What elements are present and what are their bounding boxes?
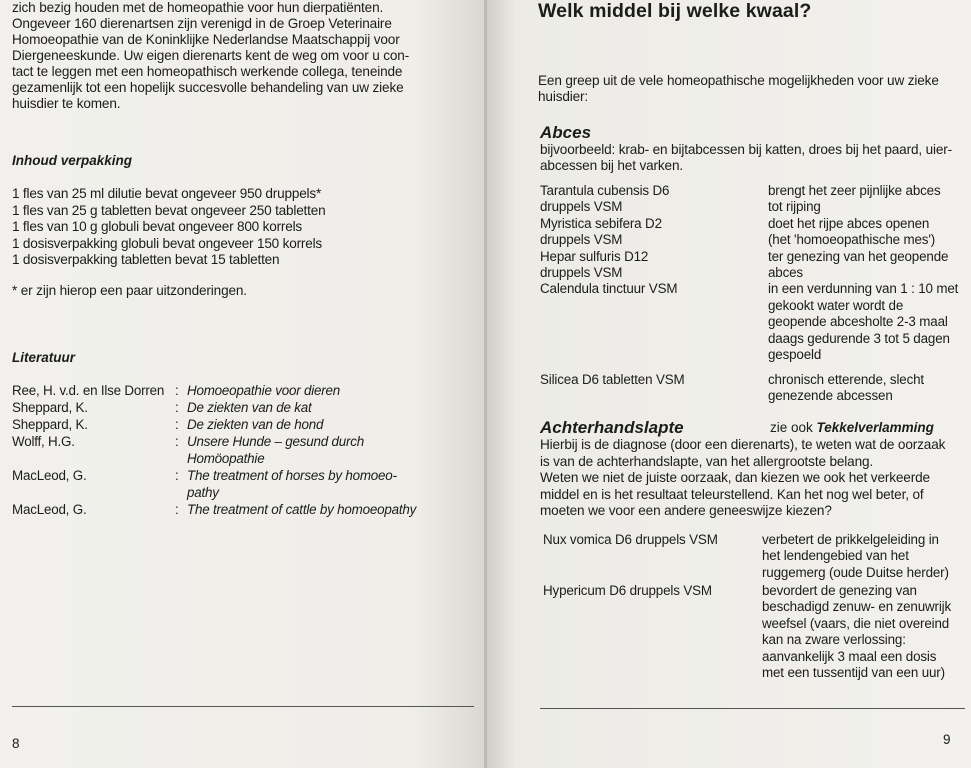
effect-hypericum [762, 583, 951, 681]
remedy-line: Myristica sebifera D2 [540, 215, 662, 231]
abces-effects [768, 183, 958, 363]
effect-nux [762, 532, 949, 581]
intro-line: Ongeveer 160 dierenartsen zijn verenigd in de Groep Veterinaire [12, 16, 392, 31]
footnote: * er zijn hierop een paar uitzonderingen. [12, 283, 247, 298]
effect-line: abces [768, 265, 803, 281]
footer-rule [540, 708, 965, 709]
lit-title: De ziekten van de hond [187, 417, 324, 432]
lit-author: MacLeod, G. [12, 502, 87, 517]
effect-line: weefsel (vaars, die niet overeind [762, 615, 950, 631]
see-also-term: Tekkelverlamming [816, 420, 934, 435]
effect-line: (het 'homoeopathische mes') [768, 232, 936, 248]
section-heading-achterhandslapte: Achterhandslapte [540, 418, 684, 437]
contents-item: 1 fles van 10 g globuli bevat ongeveer 800 korrels [12, 219, 303, 235]
effect-line: beschadigd zenuw- en zenuwrijk [762, 599, 952, 615]
lit-author: Ree, H. v.d. en Ilse Dorren [12, 383, 165, 398]
remedy-line: Silicea D6 tabletten VSM [540, 372, 685, 387]
lit-author: Wolff, H.G. [12, 434, 75, 449]
contents-item: 1 fles van 25 g tabletten bevat ongeveer 250 tabletten [12, 202, 326, 218]
effect-line: brengt het zeer pijnlijke abces [768, 183, 941, 198]
remedy-line: Nux vomica D6 druppels VSM [543, 532, 718, 547]
contents-item: 1 dosisverpakking tabletten bevat 15 tabletten [12, 252, 280, 268]
right-intro [538, 73, 963, 105]
page-number: 8 [12, 736, 20, 751]
effect-line: genezende abcessen [768, 388, 893, 404]
see-also-prefix: zie ook [770, 420, 817, 435]
lit-separator: : [175, 417, 179, 432]
remedy-line: Hypericum D6 druppels VSM [543, 583, 712, 598]
lit-title-cont: Homöopathie [187, 451, 265, 466]
remedy-hypericum [543, 583, 712, 599]
lit-title: Homoeopathie voor dieren [187, 383, 341, 398]
effect-line: in een verdunning van 1 : 10 met [768, 281, 959, 297]
desc-line: is van de achterhandslapte, van het allergrootste belang. [540, 453, 874, 469]
effect-silicea [768, 372, 924, 405]
effect-line: aanvankelijk 3 maal een dosis [762, 648, 937, 664]
desc-line: bijvoorbeeld: krab- en bijtabcessen bij katten, droes bij het paard, uier- [540, 142, 953, 157]
effect-line: gespoeld [768, 347, 822, 363]
effect-line: bevordert de genezing van [762, 583, 917, 598]
footer-rule [12, 706, 474, 707]
intro-line: Homoeopathie van de Koninklijke Nederlandse Maatschappij voor [12, 32, 400, 47]
remedy-line: druppels VSM [540, 232, 623, 248]
abces-description [540, 142, 965, 174]
desc-line: Hierbij is de diagnose (door een dierenarts), te weten wat de oorzaak [540, 437, 946, 452]
remedy-line: Calendula tinctuur VSM [540, 281, 678, 297]
lit-separator: : [175, 400, 179, 415]
intro-line: Een greep uit de vele homeopathische mogelijkheden voor uw zieke [538, 73, 939, 88]
see-also [770, 420, 934, 435]
intro-line: tact te leggen met een homeopathisch werkende collega, teneinde [12, 64, 403, 79]
intro-line: zich bezig houden met de homeopathie voor hun dierpatiënten. [12, 0, 384, 15]
section-heading-abces: Abces [540, 123, 592, 142]
lit-separator: : [175, 502, 179, 517]
lit-title-cont: pathy [187, 485, 219, 500]
remedy-line: druppels VSM [540, 199, 623, 215]
lit-author: Sheppard, K. [12, 400, 88, 415]
intro-line: gezamenlijk tot een hopelijk succesvolle behandeling van uw zieke [12, 80, 404, 95]
lit-separator: : [175, 468, 179, 483]
lit-title: The treatment of cattle by homoeopathy [187, 502, 417, 517]
effect-line: het lendengebied van het [762, 548, 909, 564]
lit-author: Sheppard, K. [12, 417, 88, 432]
lit-separator: : [175, 434, 179, 449]
intro-line: huisdier: [538, 89, 589, 104]
desc-line: moeten we voor een andere geneeswijze kiezen? [540, 503, 832, 519]
page-number: 9 [943, 732, 951, 747]
desc-line: abcessen bij het varken. [540, 158, 683, 173]
left-intro [12, 0, 474, 112]
literature-heading: Literatuur [12, 350, 76, 365]
remedy-line: Tarantula cubensis D6 [540, 183, 670, 198]
remedy-line: Hepar sulfuris D12 [540, 248, 649, 264]
remedy-nux [543, 532, 718, 548]
effect-line: ter genezing van het geopende [768, 248, 949, 264]
page-title: Welk middel bij welke kwaal? [538, 0, 812, 22]
contents-item: 1 fles van 25 ml dilutie bevat ongeveer 950 druppels* [12, 186, 322, 201]
effect-line: chronisch etterende, slecht [768, 372, 924, 387]
effect-line: geopende abcesholte 2-3 maal [768, 314, 948, 330]
achterhand-description [540, 437, 968, 520]
effect-line: daags gedurende 3 tot 5 dagen [768, 330, 950, 346]
remedy-silicea [540, 372, 685, 388]
effect-line: kan na zware verlossing: [762, 632, 906, 648]
desc-line: Weten we niet de juiste oorzaak, dan kiezen we ook het verkeerde [540, 470, 930, 486]
contents-heading: Inhoud verpakking [12, 153, 133, 168]
effect-line: met een tussentijd van een uur) [762, 665, 945, 681]
effect-line: gekookt water wordt de [768, 297, 904, 313]
abces-remedies [540, 183, 677, 298]
desc-line: middel en is het resultaat teleurstellend. Kan het nog wel beter, of [540, 486, 924, 502]
effect-line: ruggemerg (oude Duitse herder) [762, 564, 949, 580]
intro-line: Diergeneeskunde. Uw eigen dierenarts kent de weg om voor u con- [12, 48, 410, 63]
lit-separator: : [175, 383, 179, 398]
effect-line: verbetert de prikkelgeleiding in [762, 532, 939, 547]
effect-line: tot rijping [768, 199, 821, 215]
contents-list [12, 186, 474, 269]
contents-item: 1 dosisverpakking globuli bevat ongeveer 150 korrels [12, 235, 323, 251]
intro-line: huisdier te komen. [12, 96, 121, 111]
effect-line: doet het rijpe abces openen [768, 215, 930, 231]
lit-title: Unsere Hunde – gesund durch [187, 434, 364, 449]
lit-author: MacLeod, G. [12, 468, 87, 483]
remedy-line: druppels VSM [540, 265, 623, 281]
lit-title: De ziekten van de kat [187, 400, 312, 415]
lit-title: The treatment of horses by homoeo- [187, 468, 397, 483]
